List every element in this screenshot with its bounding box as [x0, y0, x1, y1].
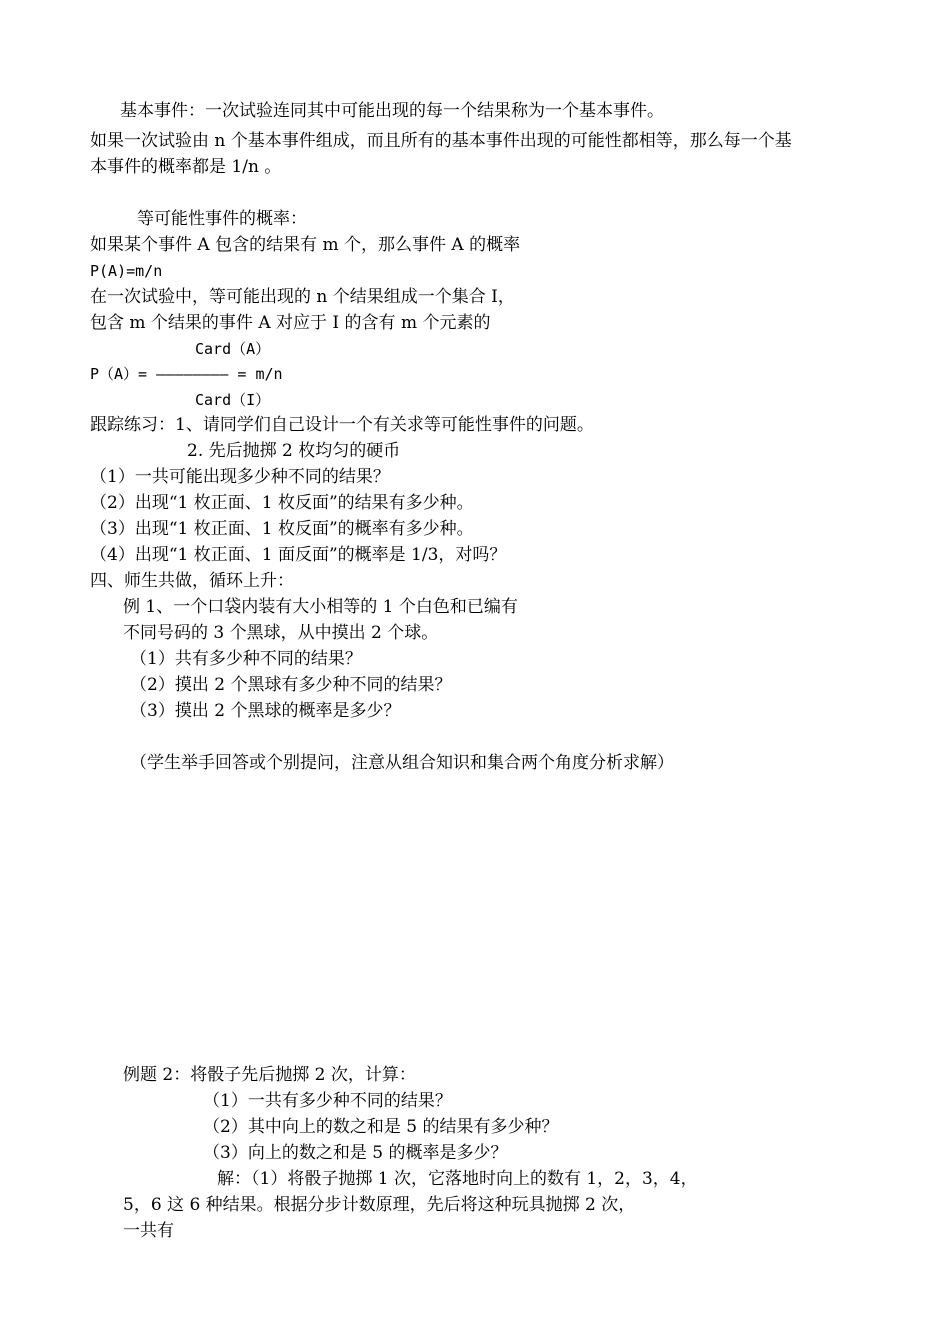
set-description-line-2: 包含 m 个结果的事件 A 对应于 I 的含有 m 个元素的 — [90, 313, 491, 333]
fraction-numerator: Card（A） — [195, 340, 271, 358]
example-2-question-1: （1）一共有多少种不同的结果？ — [203, 1091, 452, 1111]
fraction-denominator: Card（I） — [195, 391, 271, 409]
equal-probability-line-2: 本事件的概率都是 1/n 。 — [90, 157, 282, 177]
solution-line-1: 解：（1）将骰子抛掷 1 次，它落地时向上的数有 1，2，3，4， — [217, 1169, 698, 1189]
example-1-line-2: 不同号码的 3 个黑球，从中摸出 2 个球。 — [123, 623, 439, 643]
example-2-title: 例题 2：将骰子先后抛掷 2 次，计算： — [123, 1065, 416, 1085]
practice-item-2: 2. 先后抛掷 2 枚均匀的硬币 — [187, 441, 401, 461]
example-1-line-1: 例 1、一个口袋内装有大小相等的 1 个白色和已编有 — [123, 597, 518, 617]
set-description-line-1: 在一次试验中，等可能出现的 n 个结果组成一个集合 I， — [90, 287, 515, 307]
example-1-question-3: （3）摸出 2 个黑球的概率是多少？ — [130, 701, 401, 721]
section-4-title: 四、师生共做，循环上升： — [90, 571, 294, 591]
basic-event-definition: 基本事件：一次试验连同其中可能出现的每一个结果称为一个基本事件。 — [120, 101, 664, 121]
example-2-question-3: （3）向上的数之和是 5 的概率是多少？ — [203, 1143, 508, 1163]
practice-question-3: （3）出现“1 枚正面、1 枚反面”的概率有多少种。 — [90, 519, 474, 539]
event-a-description: 如果某个事件 A 包含的结果有 m 个，那么事件 A 的概率 — [90, 235, 521, 255]
fraction-line: P（A）= ———————— = m/n — [90, 365, 283, 383]
heading-equal-possible-event: 等可能性事件的概率： — [137, 209, 307, 229]
practice-question-4: （4）出现“1 枚正面、1 面反面”的概率是 1/3，对吗？ — [90, 545, 507, 565]
example-1-question-2: （2）摸出 2 个黑球有多少种不同的结果？ — [130, 675, 452, 695]
practice-question-2: （2）出现“1 枚正面、1 枚反面”的结果有多少种。 — [90, 493, 474, 513]
solution-line-3: 一共有 — [123, 1221, 174, 1241]
solution-line-2: 5，6 这 6 种结果。根据分步计数原理，先后将这种玩具抛掷 2 次， — [123, 1195, 636, 1215]
practice-question-1: （1）一共可能出现多少种不同的结果？ — [90, 467, 390, 487]
practice-label: 跟踪练习：1、请同学们自己设计一个有关求等可能性事件的问题。 — [90, 415, 594, 435]
example-2-question-2: （2）其中向上的数之和是 5 的结果有多少种？ — [203, 1117, 559, 1137]
equal-probability-line-1: 如果一次试验由 n 个基本事件组成，而且所有的基本事件出现的可能性都相等，那么每一个基 — [90, 131, 792, 151]
example-1-note: （学生举手回答或个别提问，注意从组合知识和集合两个角度分析求解） — [130, 753, 674, 773]
example-1-question-1: （1）共有多少种不同的结果？ — [130, 649, 362, 669]
formula-pa: P(A)=m/n — [90, 262, 163, 280]
